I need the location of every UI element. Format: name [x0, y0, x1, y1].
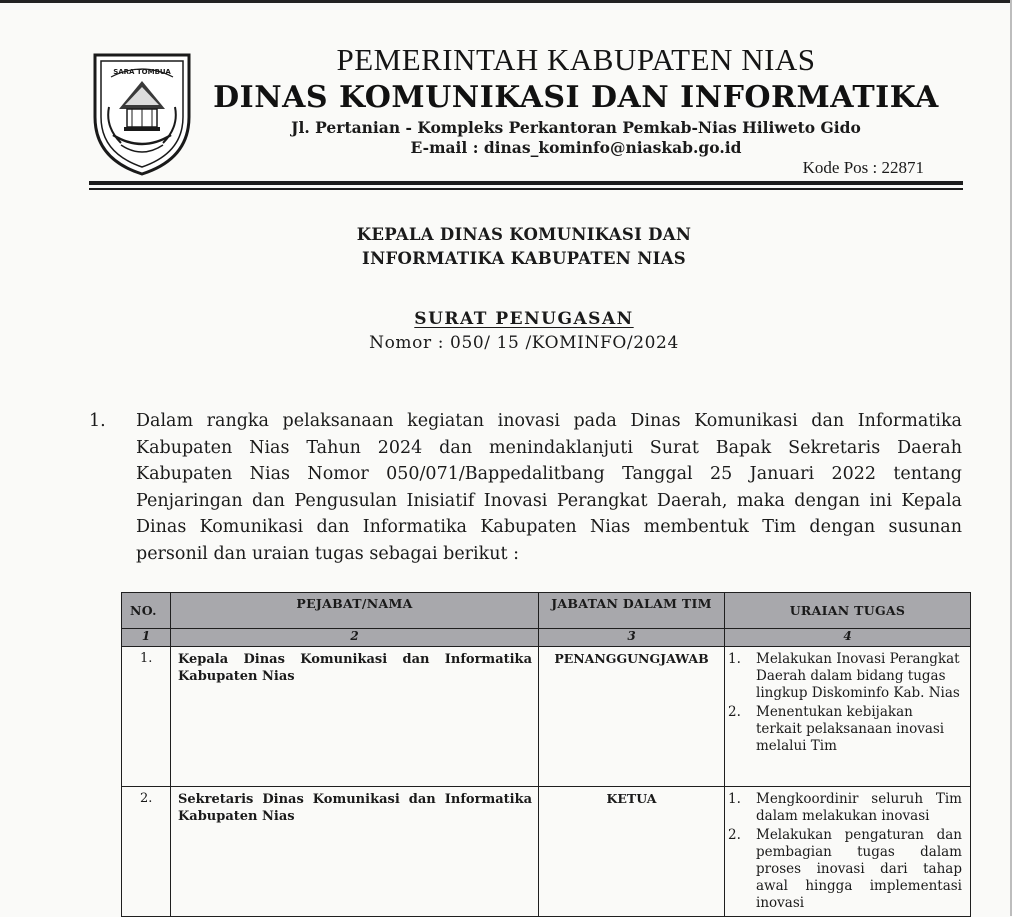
- task-item: [725, 827, 962, 912]
- index-cell: 4: [725, 629, 971, 647]
- row-tasks: [725, 647, 971, 787]
- personnel-table: [121, 592, 971, 917]
- scan-top-edge: [0, 0, 1012, 3]
- task-list: [725, 651, 962, 755]
- row-position: KETUA: [539, 787, 725, 917]
- task-item: [725, 651, 962, 702]
- seal-motto: SARA TOMBUA: [113, 68, 171, 76]
- task-item: [725, 791, 962, 825]
- paragraph-text: Dalam rangka pelaksanaan kegiatan inovasi pada Dinas Komunikasi dan Informatika Kabupaten Nias Tahun 2024 dan menindaklanjuti Surat Bapak Sekretaris Daerah Kabupaten Nias Nomor 050/071/Bappedalitbang Tanggal 25 Januari 2022 tentang Penjaringan dan Pengusulan Inisiatif Inovasi Perangkat Daerah, maka dengan ini Kepala Dinas Komunikasi dan Informatika Kabupaten Nias membentuk Tim dengan susunan personil dan uraian tugas sebagai berikut :: [136, 411, 962, 564]
- header-tasks: URAIAN TUGAS: [725, 593, 971, 629]
- row-official: Sekretaris Dinas Komunikasi dan Informatika Kabupaten Nias: [171, 787, 539, 917]
- task-number: 2.: [728, 827, 741, 843]
- issuer-line-1: KEPALA DINAS KOMUNIKASI DAN: [356, 225, 692, 244]
- task-text: Melakukan Inovasi Perangkat Daerah dalam bidang tugas lingkup Diskominfo Kab. Nias: [756, 651, 960, 701]
- letterhead-address: Jl. Pertanian - Kompleks Perkantoran Pemkab-Nias Hiliweto Gido: [291, 118, 861, 137]
- row-official: Kepala Dinas Komunikasi dan Informatika Kabupaten Nias: [171, 647, 539, 787]
- table-index-row: [122, 629, 971, 647]
- row-number: 2.: [122, 787, 171, 917]
- task-item: [725, 704, 962, 755]
- letterhead-agency: DINAS KOMUNIKASI DAN INFORMATIKA: [213, 80, 939, 115]
- row-tasks: [725, 787, 971, 917]
- letterhead-rule-thin: [89, 188, 963, 190]
- task-number: 1.: [728, 791, 741, 807]
- index-cell: 1: [122, 629, 171, 647]
- table-row: [122, 787, 971, 917]
- letterhead-postal-code: Kode Pos : 22871: [802, 158, 924, 177]
- header-no: NO.: [122, 593, 171, 629]
- letter-title: [200, 309, 848, 329]
- issuer-line-2: INFORMATIKA KABUPATEN NIAS: [362, 249, 686, 268]
- header-position: JABATAN DALAM TIM: [539, 593, 725, 629]
- row-position: PENANGGUNGJAWAB: [539, 647, 725, 787]
- letter-number: Nomor : 050/ 15 /KOMINFO/2024: [369, 333, 679, 353]
- task-number: 1.: [728, 651, 741, 667]
- paragraph-number: 1.: [89, 411, 106, 431]
- index-cell: 3: [539, 629, 725, 647]
- task-list: [725, 791, 962, 912]
- task-text: Melakukan pengaturan dan pembagian tugas dalam proses inovasi dari tahap awal hingga implementasi inovasi: [756, 827, 962, 911]
- letterhead-rule-thick: [89, 181, 963, 185]
- letterhead-government: PEMERINTAH KABUPATEN NIAS: [336, 42, 816, 77]
- task-text: Mengkoordinir seluruh Tim dalam melakukan inovasi: [756, 791, 962, 824]
- header-official: PEJABAT/NAMA: [171, 593, 539, 629]
- letterhead-email: E-mail : dinas_kominfo@niaskab.go.id: [410, 138, 742, 157]
- table-row: [122, 647, 971, 787]
- table-header-row: [122, 593, 971, 629]
- letter-title-text: SURAT PENUGASAN: [414, 309, 634, 329]
- task-number: 2.: [728, 704, 741, 720]
- regency-seal-logo: [91, 47, 193, 177]
- index-cell: 2: [171, 629, 539, 647]
- row-number: 1.: [122, 647, 171, 787]
- task-text: Menentukan kebijakan terkait pelaksanaan inovasi melalui Tim: [756, 704, 945, 754]
